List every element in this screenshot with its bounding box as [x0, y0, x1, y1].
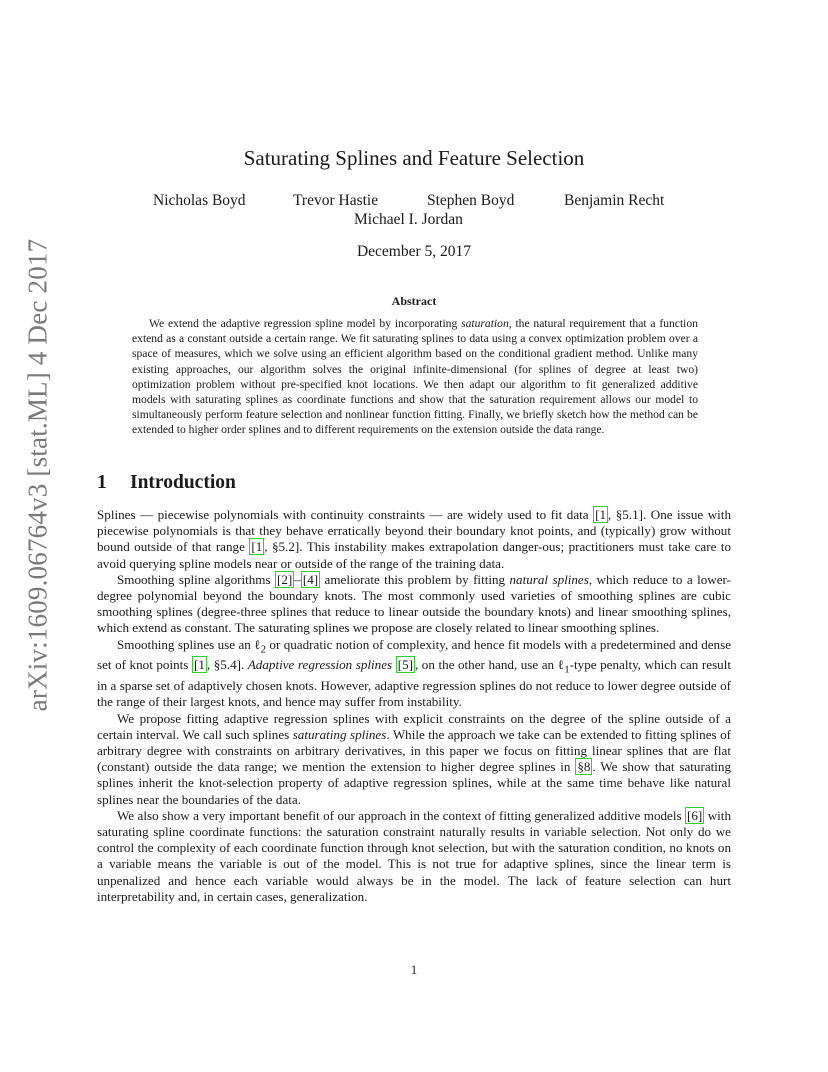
arxiv-identifier: arXiv:1609.06764v3 [stat.ML] 4 Dec 2017	[22, 238, 53, 712]
subscript: 2	[260, 643, 267, 656]
paragraph	[97, 572, 731, 637]
page-number: 1	[410, 962, 418, 977]
emphasis: saturation	[461, 317, 509, 330]
abstract-heading: Abstract	[391, 294, 437, 308]
paragraph	[97, 507, 731, 572]
text-run: Smoothing splines use an ℓ	[117, 636, 261, 652]
author-name: Trevor Hastie	[293, 192, 379, 209]
section-number: 1	[97, 472, 107, 493]
introduction-body	[97, 507, 731, 905]
text-run: , on the other hand, use an ℓ	[414, 657, 565, 673]
text-run: , §5.2]. This instability makes extrapolation danger-ous; practitioners must take care to avoid querying spline models near or outside of the range of the training data.	[97, 539, 731, 571]
citation-link[interactable]: [1	[595, 507, 606, 522]
emphasis: natural splines	[509, 571, 589, 587]
text-run: Splines — piecewise polynomials with continuity constraints — are widely used to fit data	[97, 507, 594, 522]
text-run: –	[294, 571, 301, 587]
section-heading	[97, 472, 236, 494]
text-run: , the natural requirement that a function extend as a constant outside a certain range. We fit saturating splines to data using a convex optimization problem over a space of measures, which we solve using an efficient algorithm based on the conditional gradient method. Unlike many existing approaches, our algorithm solves the original infinite-dimensional (for splines of degree at least two) optimization problem without pre-specified knot locations. We then adapt our algorithm to fit generalized additive models with saturating splines as coordinate functions and show that the saturation requirement allows our model to simultaneously perform feature selection and nonlinear function fitting. Finally, we briefly sketch how the method can be extended to higher order splines and to different requirements on the extension outside the data range.	[132, 317, 698, 437]
text-run: , which reduce to a lower-degree polynomial beyond the boundary knots. The most commonly used varieties of smoothing splines are cubic smoothing splines (degree-three splines that reduce to linear outside the boundary knots) and linear smoothing splines, which extend as constant. The saturating splines we propose are closely related to linear smoothing splines.	[97, 571, 731, 636]
arxiv-sidebar-stamp	[18, 238, 58, 712]
author-name: Benjamin Recht	[564, 192, 665, 209]
section-title: Introduction	[130, 472, 236, 493]
text-run: or quadratic notion of complexity, and hence fit models with a predetermined and dense set of knot points	[97, 636, 732, 673]
text-run: , §5.1]. One issue with piecewise polynomials is that they behave erratically beyond their boundary knot points, and (typically) grow without bound outside of that range	[97, 507, 731, 555]
paper-title: Saturating Splines and Feature Selection	[243, 146, 585, 170]
citation-link[interactable]: [1	[193, 657, 205, 673]
citation-link[interactable]: [1	[251, 539, 263, 555]
text-run: . We show that saturating splines inherit the knot-selection property of adaptive regression splines, while at the same time behave like natural splines near the boundaries of the data.	[97, 759, 731, 807]
text-run: with saturating spline coordinate functions: the saturation constraint naturally results in variable selection. Not only do we control the complexity of each coordinate function through knot selection, but with the saturation condition, no knots on a variable means the variable is out of the model. This is not true for adaptive splines, since the linear term is unpenalized and hence each variable would always be in the model. The lack of feature selection can hurt interpretability and, in certain cases, generalization.	[97, 807, 731, 904]
paragraph	[97, 711, 731, 808]
text-run: We propose fitting adaptive regression splines with explicit constraints on the degree of the spline outside of a certain interval. We call such splines	[97, 710, 731, 742]
author-name: Michael I. Jordan	[354, 211, 463, 228]
emphasis: saturating splines	[292, 726, 387, 742]
section-link[interactable]: §8	[577, 759, 591, 775]
author-name: Nicholas Boyd	[153, 192, 246, 209]
citation-link[interactable]: [6]	[687, 807, 703, 823]
citation-link[interactable]: [5]	[397, 657, 413, 673]
text-run: . While the approach we take can be extended to fitting splines of arbitrary degree with constraints on arbitrary derivatives, in this paper we focus on fitting linear splines that are flat (constant) outside the data range; we mention the extension to higher degree splines in	[97, 726, 731, 775]
emphasis: Adaptive regression splines	[247, 657, 393, 673]
text-run: ameliorate this problem by fitting	[320, 571, 510, 587]
text-run: , §5.4].	[206, 657, 248, 673]
paragraph	[97, 808, 731, 905]
citation-link[interactable]: [4]	[302, 571, 319, 587]
paragraph	[97, 637, 731, 711]
author-name: Stephen Boyd	[427, 192, 515, 209]
subscript: 1	[564, 664, 570, 677]
abstract-body	[132, 316, 698, 438]
citation-link[interactable]: [2]	[277, 571, 293, 587]
abstract-paragraph	[132, 316, 698, 438]
text-run: Smoothing spline algorithms	[117, 571, 275, 587]
paper-date: December 5, 2017	[356, 243, 472, 260]
text-run: -type penalty, which can result in a sparse set of adaptively chosen knots. However, adaptive regression splines do not reduce to lower degree outside of the range of their largest knots, and hence may suffer from instability.	[97, 657, 731, 710]
text-run: We also show a very important benefit of our approach in the context of fitting generalized additive models	[117, 807, 686, 823]
text-run: We extend the adaptive regression spline model by incorporating	[149, 317, 462, 330]
